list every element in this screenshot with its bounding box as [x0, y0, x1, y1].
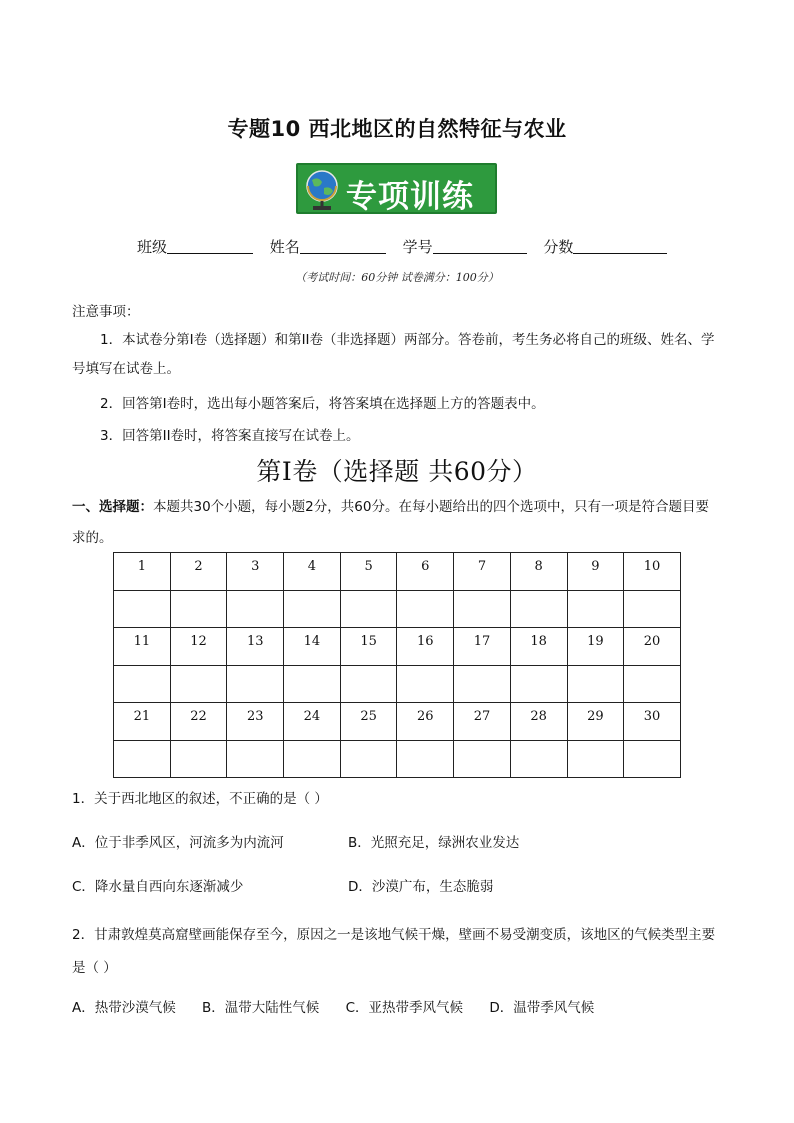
class-label: 班级 — [137, 238, 168, 256]
question-2-options — [72, 996, 616, 1016]
question-1-option-c[interactable]: C．降水量自西向东逐渐减少 — [72, 879, 244, 895]
answer-grid-blank-row — [114, 665, 681, 703]
question-number: 5 — [364, 559, 373, 574]
question-2-option-c[interactable]: C．亚热带季风气候 — [345, 1000, 464, 1016]
answer-grid-blank-row — [114, 590, 681, 628]
question-number: 15 — [360, 634, 377, 649]
question-2-option-b[interactable]: B．温带大陆性气候 — [202, 1000, 320, 1016]
class-blank[interactable] — [167, 238, 253, 254]
score-label: 分数 — [543, 238, 574, 256]
answer-cell[interactable] — [227, 665, 284, 703]
globe-icon — [302, 168, 342, 212]
special-training-banner — [296, 163, 497, 214]
question-1-option-a[interactable]: A．位于非季风区，河流多为内流河 — [72, 835, 284, 851]
question-number: 16 — [417, 634, 434, 649]
answer-cell[interactable] — [170, 665, 227, 703]
note-item-3: 3．回答第II卷时，将答案直接写在试卷上。 — [100, 428, 360, 444]
exam-info: （考试时间：60分钟 试卷满分：100分） — [295, 271, 499, 284]
name-label: 姓名 — [269, 238, 300, 256]
student-number-label: 学号 — [402, 238, 433, 256]
question-number: 17 — [473, 634, 491, 649]
answer-cell[interactable] — [397, 590, 454, 628]
student-info-fields — [137, 236, 679, 257]
answer-cell[interactable] — [397, 665, 454, 703]
part-one-instructions — [72, 492, 722, 554]
answer-cell[interactable] — [170, 590, 227, 628]
answer-cell[interactable] — [227, 740, 284, 778]
answer-cell[interactable] — [114, 590, 171, 628]
answer-grid-number-row — [114, 553, 681, 591]
question-number: 12 — [190, 634, 207, 649]
question-number: 8 — [534, 559, 543, 574]
question-number: 4 — [307, 559, 317, 574]
question-number: 30 — [643, 709, 661, 724]
question-number: 2 — [194, 559, 203, 574]
answer-cell[interactable] — [170, 740, 227, 778]
answer-cell[interactable] — [227, 590, 284, 628]
question-number: 6 — [421, 559, 430, 574]
answer-grid — [113, 552, 681, 778]
question-2-option-a[interactable]: A．热带沙漠气候 — [72, 1000, 176, 1016]
question-number: 19 — [587, 634, 604, 649]
question-number: 27 — [473, 709, 491, 724]
question-number: 28 — [530, 709, 547, 724]
question-number: 22 — [190, 709, 207, 724]
answer-cell[interactable] — [340, 590, 397, 628]
section-title: 第I卷（选择题 共60分） — [256, 457, 538, 486]
question-number: 20 — [643, 634, 661, 649]
answer-cell[interactable] — [284, 590, 341, 628]
question-1-option-b[interactable]: B．光照充足，绿洲农业发达 — [348, 835, 520, 851]
question-number: 14 — [303, 634, 321, 649]
question-number: 3 — [251, 559, 260, 574]
answer-cell[interactable] — [454, 590, 511, 628]
part-one-text: 本题共30个小题，每小题2分，共60分。在每小题给出的四个选项中，只有一项是符合题目要求的。 — [72, 499, 709, 546]
answer-grid-number-row — [114, 628, 681, 666]
part-one-prefix: 一、选择题： — [72, 499, 153, 515]
answer-cell[interactable] — [510, 590, 567, 628]
question-number: 29 — [587, 709, 604, 724]
question-1-option-d[interactable]: D．沙漠广布，生态脆弱 — [348, 879, 494, 895]
answer-cell[interactable] — [454, 665, 511, 703]
answer-grid-blank-row — [114, 740, 681, 778]
question-1-stem: 1．关于西北地区的叙述，不正确的是（ ） — [72, 791, 328, 807]
answer-cell[interactable] — [454, 740, 511, 778]
answer-cell[interactable] — [284, 665, 341, 703]
score-blank[interactable] — [573, 238, 667, 254]
question-number: 11 — [133, 634, 151, 649]
student-number-blank[interactable] — [433, 238, 527, 254]
question-number: 18 — [530, 634, 547, 649]
answer-grid-number-row — [114, 703, 681, 741]
note-item-1: 1．本试卷分第I卷（选择题）和第II卷（非选择题）两部分。答卷前，考生务必将自己的班级、姓名、学号填写在试卷上。 — [72, 332, 715, 377]
answer-cell[interactable] — [567, 740, 624, 778]
question-2-stem: 2．甘肃敦煌莫高窟壁画能保存至今，原因之一是该地气候干燥，壁画不易受潮变质，该地区的气候类型主要是（ ） — [72, 927, 716, 976]
answer-cell[interactable] — [624, 740, 681, 778]
question-number: 23 — [246, 709, 264, 724]
question-number: 10 — [643, 559, 661, 574]
question-number: 21 — [133, 709, 151, 724]
question-number: 7 — [477, 559, 487, 574]
answer-cell[interactable] — [397, 740, 454, 778]
answer-cell[interactable] — [624, 665, 681, 703]
answer-cell[interactable] — [567, 590, 624, 628]
note-item-2: 2．回答第I卷时，选出每小题答案后，将答案填在选择题上方的答题表中。 — [100, 396, 545, 412]
answer-cell[interactable] — [284, 740, 341, 778]
banner-text: 专项训练 — [346, 179, 474, 215]
question-number: 25 — [360, 709, 377, 724]
question-number: 24 — [303, 709, 321, 724]
answer-cell[interactable] — [340, 740, 397, 778]
answer-cell[interactable] — [114, 740, 171, 778]
question-number: 26 — [417, 709, 434, 724]
document-title: 专题10 西北地区的自然特征与农业 — [227, 117, 567, 141]
question-2-option-d[interactable]: D．温带季风气候 — [489, 1000, 595, 1016]
question-number: 1 — [137, 559, 146, 574]
notes-title: 注意事项： — [72, 304, 140, 320]
answer-cell[interactable] — [567, 665, 624, 703]
question-number: 13 — [246, 634, 264, 649]
answer-cell[interactable] — [340, 665, 397, 703]
answer-cell[interactable] — [114, 665, 171, 703]
answer-cell[interactable] — [510, 740, 567, 778]
answer-cell[interactable] — [510, 665, 567, 703]
answer-cell[interactable] — [624, 590, 681, 628]
name-blank[interactable] — [300, 238, 386, 254]
question-number: 9 — [591, 559, 600, 574]
